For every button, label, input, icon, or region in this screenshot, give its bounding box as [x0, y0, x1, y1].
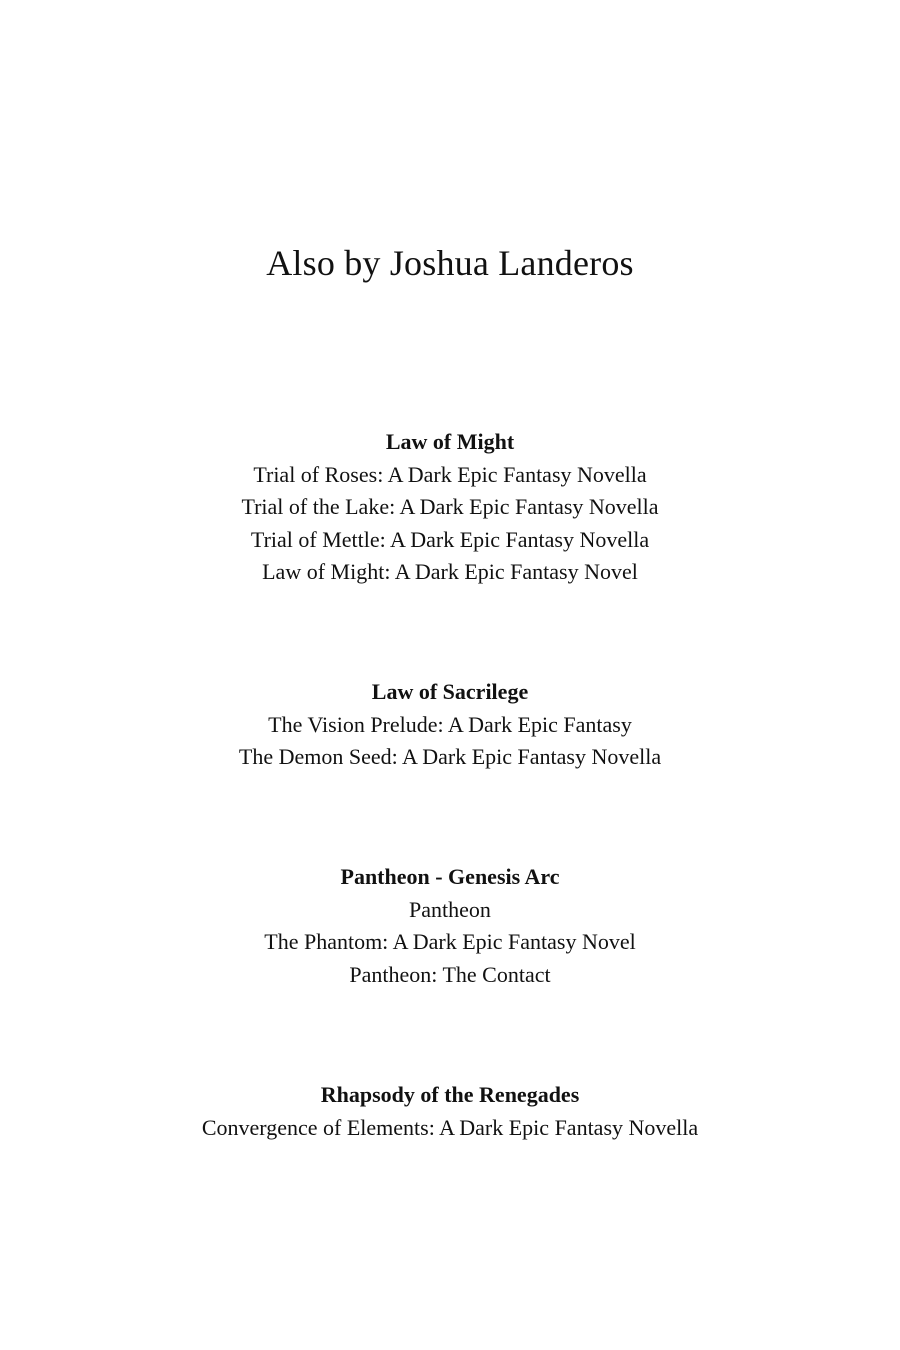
book-title: Convergence of Elements: A Dark Epic Fantasy Novella [201, 1114, 699, 1140]
page-title: Also by Joshua Landeros [266, 243, 634, 283]
series-heading: Pantheon - Genesis Arc [340, 864, 560, 889]
series-section-law-of-sacrilege [0, 676, 900, 774]
series-section-law-of-might [0, 426, 900, 589]
book-title: Trial of Roses: A Dark Epic Fantasy Novella [253, 461, 647, 487]
book-list [0, 894, 900, 992]
book-title: The Vision Prelude: A Dark Epic Fantasy [268, 711, 632, 737]
series-heading: Law of Might [385, 429, 515, 454]
book-title: Trial of the Lake: A Dark Epic Fantasy Novella [241, 494, 659, 520]
series-section-rhapsody-of-the-renegades [0, 1079, 900, 1144]
series-heading: Rhapsody of the Renegades [320, 1082, 580, 1107]
book-title: Pantheon: The Contact [349, 961, 551, 987]
book-title: Pantheon [409, 896, 491, 922]
book-list [0, 459, 900, 589]
book-list [0, 709, 900, 774]
book-title: The Demon Seed: A Dark Epic Fantasy Novella [238, 744, 662, 770]
book-title: Law of Might: A Dark Epic Fantasy Novel [262, 559, 638, 585]
series-heading: Law of Sacrilege [371, 679, 529, 704]
book-title: Trial of Mettle: A Dark Epic Fantasy Novella [250, 526, 650, 552]
book-title: The Phantom: A Dark Epic Fantasy Novel [264, 929, 636, 955]
book-list [0, 1112, 900, 1145]
series-section-pantheon-genesis-arc [0, 861, 900, 991]
